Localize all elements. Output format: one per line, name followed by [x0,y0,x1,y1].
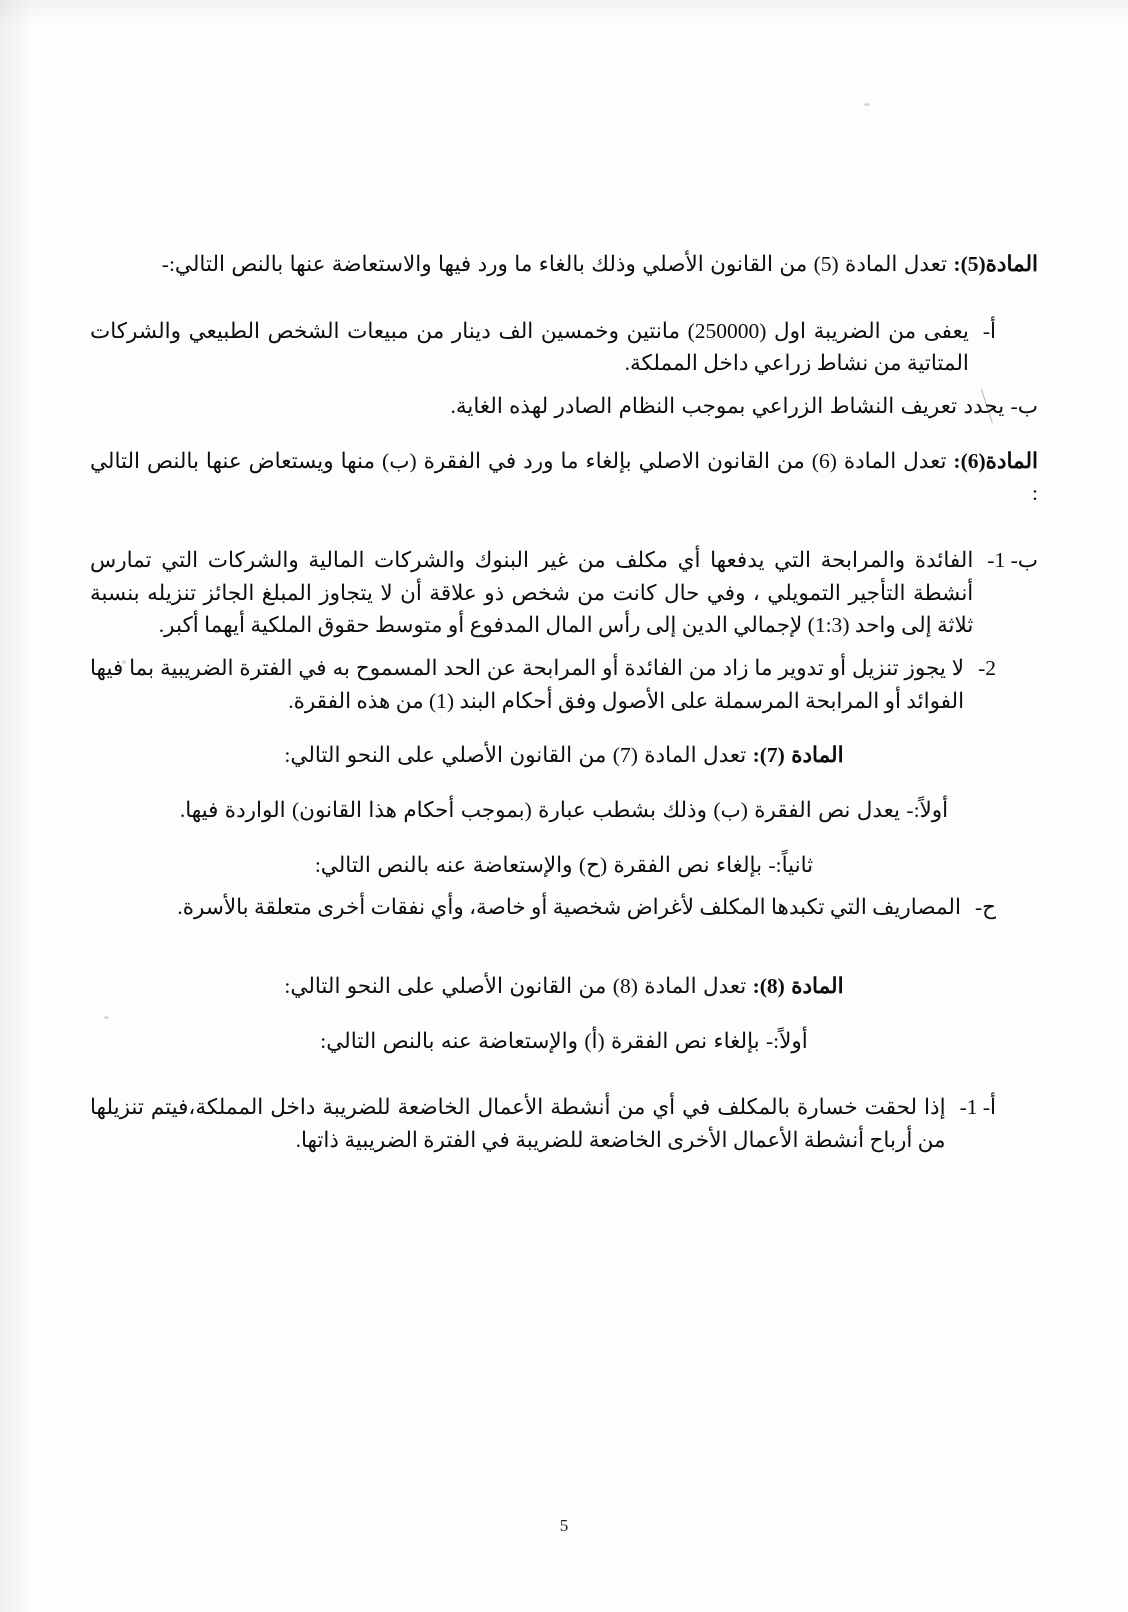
article-5-item-b-text: يحدد تعريف النشاط الزراعي بموجب النظام الصادر لهذه الغاية. [450,394,1005,419]
article-8-heading [90,970,1038,1003]
article-8-section-first [90,1025,1038,1058]
article-7-section-first-label: أولاً:- [906,798,949,823]
article-6-item-1 [90,544,1038,642]
article-7-section-second-label: ثانياً:- [768,852,814,877]
article-5-heading-text: تعدل المادة (5) من القانون الأصلي وذلك بالغاء ما ورد فيها والاستعاضة عنها بالنص التالي:- [161,252,954,276]
page-edge-shadow-left [0,0,34,1612]
article-8-section-first-text: بإلغاء نص الفقرة (أ) والإستعاضة عنه بالنص التالي: [320,1028,766,1053]
article-6-item-1-marker: ب- 1- [987,548,1038,573]
page-edge-shadow-top [0,0,1128,26]
scan-speck [864,103,870,106]
article-7-heading [90,739,1038,772]
article-8-heading-text: تعدل المادة (8) من القانون الأصلي على النحو التالي: [284,974,753,999]
article-5-heading [90,248,1038,281]
article-8-section-first-label: أولاً:- [765,1028,808,1053]
article-6-item-2-text: لا يجوز تنزيل أو تدوير ما زاد من الفائدة أو المرابحة عن الحد المسموح به في الفترة الضريبية بما فيها الفوائد أو المرابحة المرسملة على الأصول وفق أحكام البند (1) من هذه الفقرة. [90,656,965,713]
article-6-item-1-text: الفائدة والمرابحة التي يدفعها أي مكلف من غير البنوك والشركات المالية والشركات التي تمارس أنشطة التأجير التمويلي ، وفي حال كانت من شخص ذو علاقة أن لا يتجاوز المبلغ الجائز تنزيله بنسبة ثلاثة إلى واحد (1:3) لإجمالي الدين إلى رأس المال المدفوع أو متوسط حقوق الملكية أيهما أكبر. [90,548,974,638]
article-5-item-b-marker: ب- [1010,394,1038,419]
page-number: 5 [559,1516,569,1535]
article-7-section-first [90,794,1038,827]
article-6-heading [90,445,1038,510]
article-5-heading-label: المادة(5): [953,252,1038,276]
article-6-heading-text: تعدل المادة (6) من القانون الاصلي بإلغاء ما ورد في الفقرة (ب) منها ويستعاض عنها بالنص التالي : [90,448,1038,506]
article-7-heading-text: تعدل المادة (7) من القانون الأصلي على النحو التالي: [284,743,753,768]
article-7-item-h-marker: ح- [974,895,996,920]
article-7-section-second [90,849,1038,882]
article-5-item-a [90,315,1038,380]
article-7-item-h-text: المصاريف التي تكبدها المكلف لأغراض شخصية أو خاصة، وأي نفقات أخرى متعلقة بالأسرة. [177,895,961,920]
article-8-heading-label: المادة (8): [752,974,844,999]
article-5-item-b [90,390,1038,423]
article-6-item-2 [90,652,1038,717]
article-6-item-2-marker: 2- [978,656,996,681]
article-7-section-second-text: بإلغاء نص الفقرة (ح) والإستعاضة عنه بالنص التالي: [314,852,769,877]
article-7-item-h [90,891,1038,924]
article-8-item-1 [90,1091,1038,1156]
article-7-heading-label: المادة (7): [752,743,844,768]
article-6-heading-label: المادة(6): [953,448,1039,473]
article-5-item-a-text: يعفى من الضريبة اول (250000) مانتين وخمسين الف دينار من مبيعات الشخص الطبيعي والشركات المتاتية من نشاط زراعي داخل المملكة. [90,318,969,376]
article-5-item-a-marker: أ- [982,318,996,343]
article-8-item-1-text: إذا لحقت خسارة بالمكلف في أي من أنشطة الأعمال الخاضعة للضريبة داخل المملكة،فيتم تنزيلها من أرباح أنشطة الأعمال الأخرى الخاضعة للضريبة في الفترة الضريبية ذاتها. [90,1095,946,1153]
document-body [90,248,1038,1157]
article-8-item-1-marker: أ- 1- [959,1095,996,1120]
article-7-section-first-text: يعدل نص الفقرة (ب) وذلك بشطب عبارة (بموجب أحكام هذا القانون) الواردة فيها. [179,798,907,823]
